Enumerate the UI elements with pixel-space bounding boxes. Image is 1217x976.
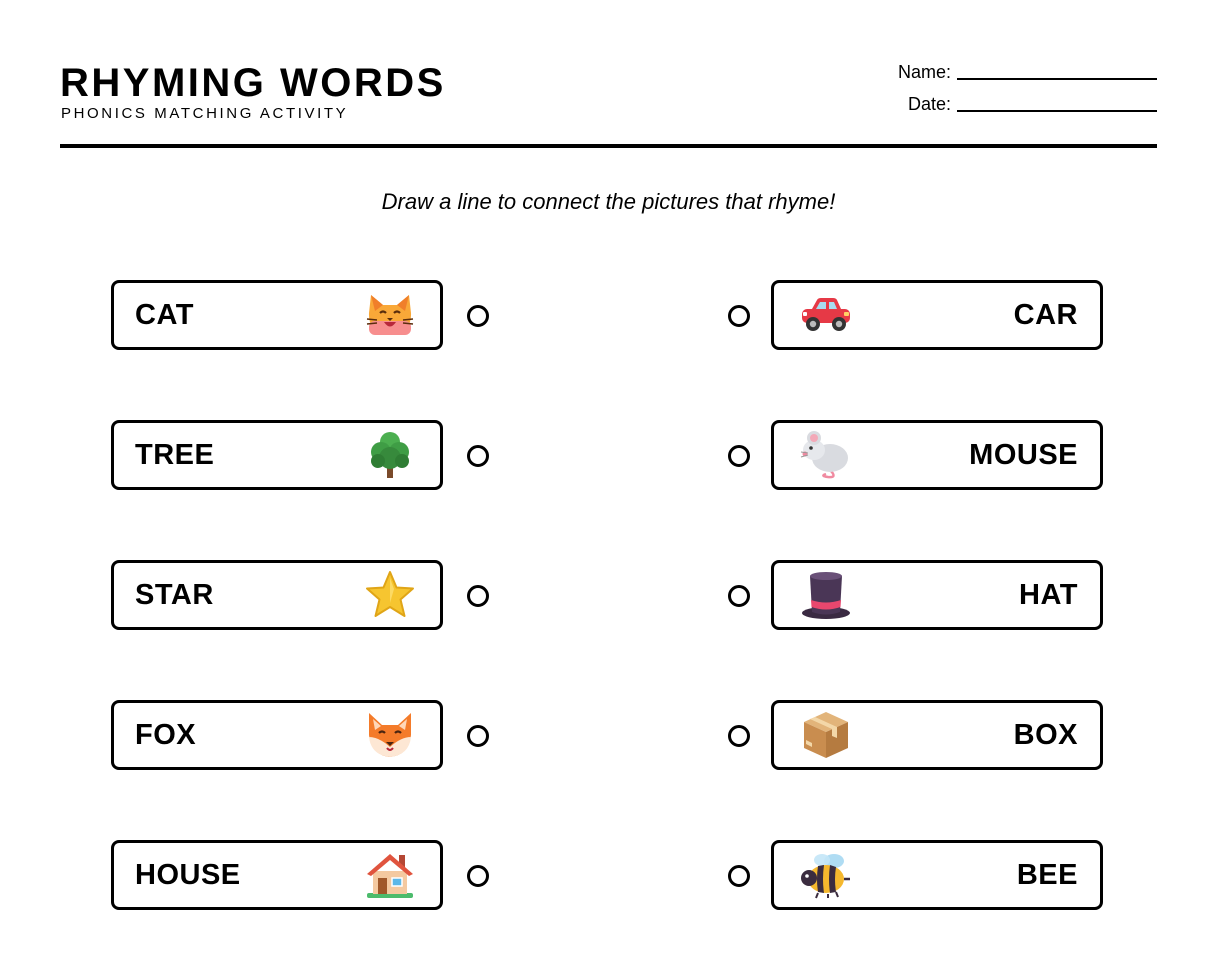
left-card-fox [111, 700, 443, 770]
top-hat-icon [800, 569, 852, 621]
bee-icon [800, 849, 852, 901]
right-card-mouse [771, 420, 1103, 490]
right-card-bee [771, 840, 1103, 910]
left-match-dot-cat[interactable] [467, 305, 489, 327]
tree-icon [364, 429, 416, 481]
house-icon [364, 849, 416, 901]
right-word: BOX [1013, 718, 1078, 751]
instructions: Draw a line to connect the pictures that rhyme! [381, 189, 836, 214]
left-match-dot-fox[interactable] [467, 725, 489, 747]
left-match-dot-tree[interactable] [467, 445, 489, 467]
right-match-dot-box[interactable] [728, 725, 750, 747]
car-icon [800, 289, 852, 341]
left-word: CAT [135, 298, 194, 331]
right-word: BEE [1016, 858, 1078, 891]
header-divider [60, 144, 1157, 148]
left-match-dot-star[interactable] [467, 585, 489, 607]
left-card-house [111, 840, 443, 910]
date-label: Date: [907, 94, 951, 114]
left-match-dot-house[interactable] [467, 865, 489, 887]
date-row [857, 92, 1157, 114]
left-card-tree [111, 420, 443, 490]
star-icon [364, 569, 416, 621]
name-date-block [857, 60, 1157, 124]
date-field-line[interactable] [957, 110, 1157, 112]
left-word: HOUSE [135, 858, 241, 891]
right-match-dot-mouse[interactable] [728, 445, 750, 467]
right-card-box [771, 700, 1103, 770]
name-row [857, 60, 1157, 82]
right-word: MOUSE [969, 438, 1078, 471]
package-box-icon [800, 709, 852, 761]
right-card-hat [771, 560, 1103, 630]
page-subtitle: PHONICS MATCHING ACTIVITY [61, 105, 349, 122]
right-card-car [771, 280, 1103, 350]
cat-face-icon [364, 289, 416, 341]
fox-face-icon [364, 709, 416, 761]
left-card-star [111, 560, 443, 630]
left-word: FOX [135, 718, 197, 751]
left-word: STAR [135, 578, 214, 611]
right-word: CAR [1013, 298, 1078, 331]
mouse-icon [800, 429, 852, 481]
left-word: TREE [135, 438, 215, 471]
left-card-cat [111, 280, 443, 350]
name-field-line[interactable] [957, 78, 1157, 80]
page-title: RHYMING WORDS [60, 61, 446, 105]
right-match-dot-bee[interactable] [728, 865, 750, 887]
name-label: Name: [897, 62, 951, 82]
right-match-dot-hat[interactable] [728, 585, 750, 607]
right-word: HAT [1019, 578, 1078, 611]
right-match-dot-car[interactable] [728, 305, 750, 327]
